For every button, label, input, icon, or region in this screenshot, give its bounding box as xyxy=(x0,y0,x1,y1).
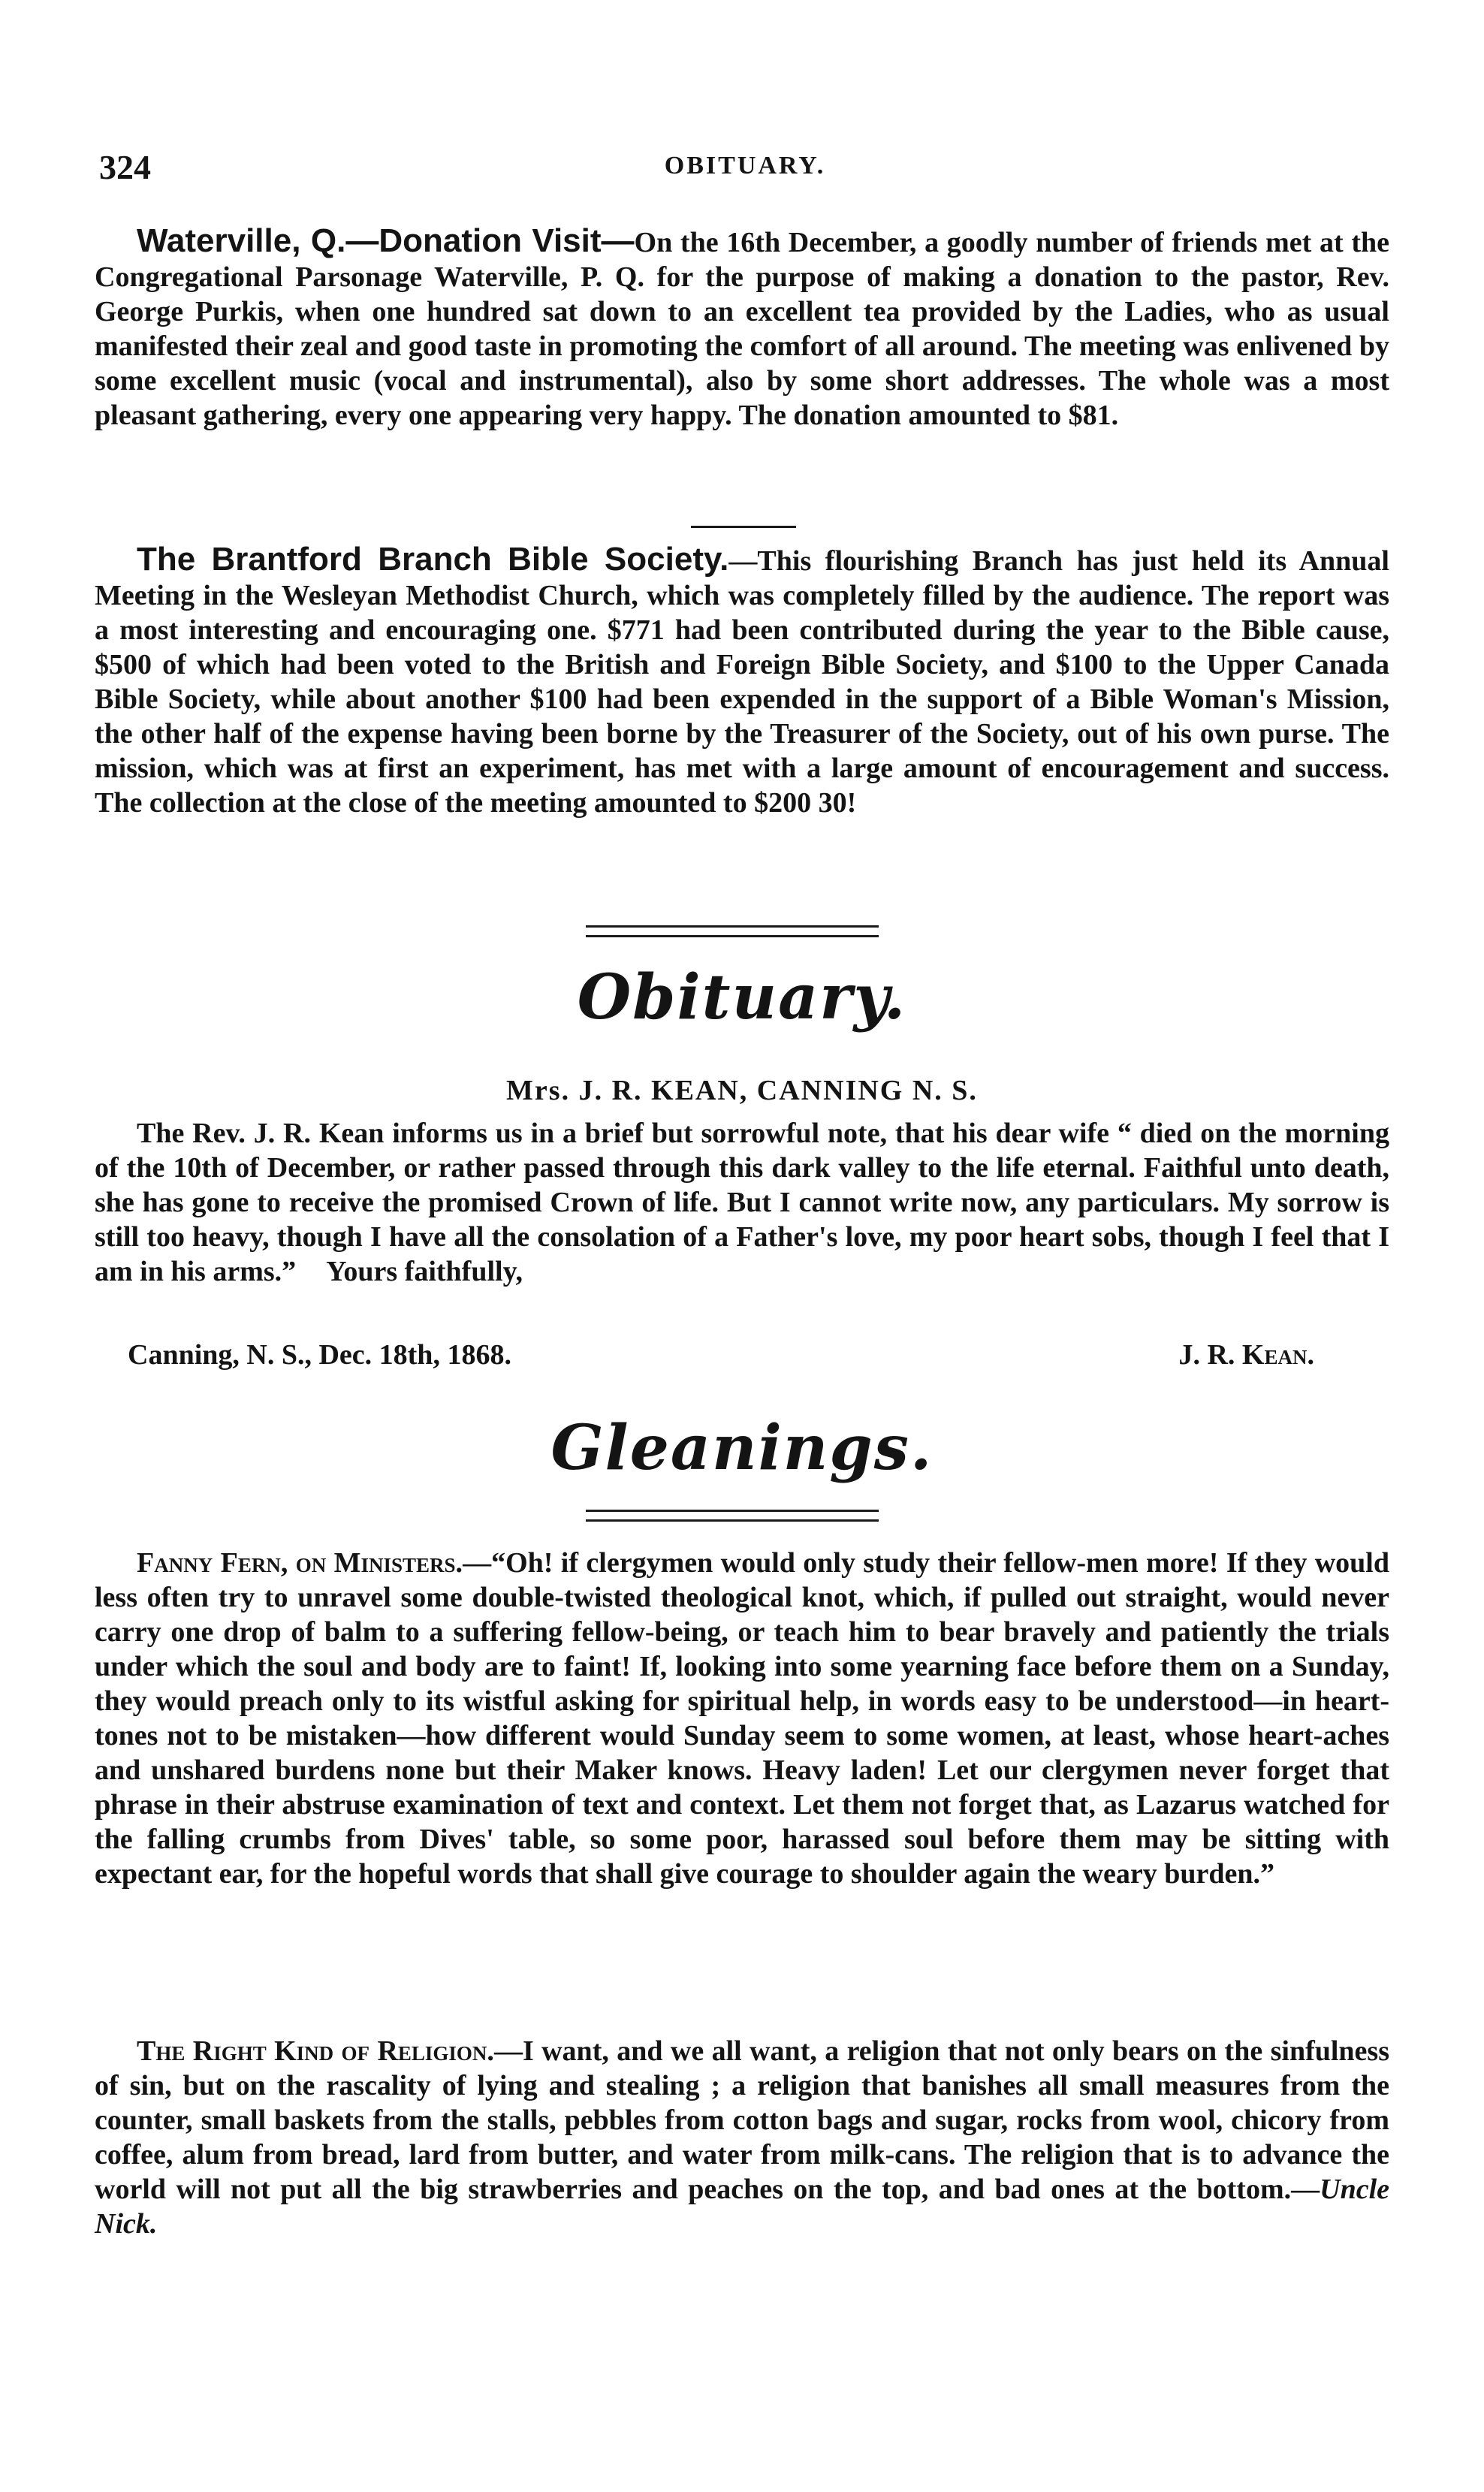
double-rule-bottom xyxy=(586,1510,879,1522)
right-religion-paragraph xyxy=(95,2034,1389,2241)
brantford-lead: The Brantford Branch Bible Society. xyxy=(137,541,729,578)
obituary-heading: Obituary. xyxy=(577,961,907,1033)
separator-rule xyxy=(691,526,796,528)
obituary-place-date: Canning, N. S., Dec. 18th, 1868. xyxy=(128,1339,511,1371)
waterville-lead: Waterville, Q.—Donation Visit— xyxy=(137,222,635,259)
double-rule-top xyxy=(586,925,879,937)
obituary-body xyxy=(95,1116,1389,1289)
page-number: 324 xyxy=(99,148,151,186)
fanny-fern-text: —“Oh! if clergymen would only study their fellow-men more! If they would less often try to unravel some double-twisted theological knot, which, if pulled out straight, would never carry one drop of balm to a suffering fellow-being, or teach him to bear bravely and patiently the trials under which the soul and body are to faint! If, looking into some yearning face before them on a Sunday, they would preach only to its wistful asking for spiritual help, in words easy to be understood—in heart-tones not to be mistaken—how different would Sunday seem to some women, at least, whose heart-aches and unshared burdens none but their Maker knows. Heavy laden! Let our clergymen never forget that phrase in their abstruse examination of text and context. Let them not forget that, as Lazarus watched for the falling crumbs from Dives' table, so some poor, harassed soul before them may be sitting with expectant ear, for the hopeful words that shall give courage to shoulder again the weary burden.” xyxy=(95,1547,1389,1890)
obituary-text: The Rev. J. R. Kean informs us in a brief but sorrowful note, that his dear wife “ died on the morning of the 10th of December, or rather passed through this dark valley to the life eternal. Faithful unto death, she has gone to receive the promised Crown of life. But I cannot write now, any particulars. My sorrow is still too heavy, though I have all the consolation of a Father's love, my poor heart sobs, though I feel that I am in his arms.” xyxy=(95,1118,1389,1287)
waterville-paragraph xyxy=(95,224,1389,433)
obituary-signature: J. R. Kean. xyxy=(1178,1339,1314,1371)
right-religion-attribution: Uncle Nick. xyxy=(95,2174,1389,2240)
right-religion-text: —I want, and we all want, a religion that not only bears on the sinfulness of sin, but on the rascality of lying and stealing ; a religion that banishes all small measures from the counter, small baskets from the stalls, pebbles from cotton bags and sugar, rocks from wool, chicory from coffee, alum from bread, lard from butter, and water from milk-cans. The religion that is to advance the world will not put all the big strawberries and peaches on the top, and bad ones at the bottom.— xyxy=(95,2035,1390,2205)
waterville-text: On the 16th December, a goodly number of friends met at the Congregational Parsonage Waterville, P. Q. for the purpose of making a donation to the pastor, Rev. George Purkis, when one hundred sat down to an excellent tea provided by the Ladies, who as usual manifested their zeal and good taste in promoting the comfort of all around. The meeting was enlivened by some excellent music (vocal and instrumental), also by some short addresses. The whole was a most pleasant gathering, every one appearing very happy. The donation amounted to $81. xyxy=(95,227,1389,431)
gleanings-heading: Gleanings. xyxy=(550,1412,934,1484)
right-religion-lead: The Right Kind of Religion. xyxy=(137,2035,494,2067)
brantford-text: —This flourishing Branch has just held its Annual Meeting in the Wesleyan Methodist Church, which was completely filled by the audience. The report was a most interesting and encouraging one. $771 had been contributed during the year to the Bible cause, $500 of which had been voted to the British and Foreign Bible Society, and $100 to the Upper Canada Bible Society, while about another $100 had been expended in the support of a Bible Woman's Mission, the other half of the expense having been borne by the Treasurer of the Society, out of his own purse. The mission, which was at first an experiment, has met with a large amount of encouragement and success. The collection at the close of the meeting amounted to $200 30! xyxy=(95,545,1389,819)
gleaning-right-religion xyxy=(95,2034,1389,2241)
obituary-subheading: Mrs. J. R. KEAN, CANNING N. S. xyxy=(506,1075,978,1106)
running-title: OBITUARY. xyxy=(664,152,826,180)
brantford-article xyxy=(95,542,1389,820)
obituary-signature-row xyxy=(128,1338,1314,1371)
obituary-closing: Yours faithfully, xyxy=(326,1256,523,1287)
fanny-fern-paragraph xyxy=(95,1546,1389,1891)
fanny-fern-lead: Fanny Fern, on Ministers. xyxy=(137,1547,463,1579)
page-header xyxy=(99,147,1391,192)
gleaning-fanny-fern xyxy=(95,1546,1389,1891)
obituary-paragraph xyxy=(95,1116,1389,1289)
brantford-paragraph xyxy=(95,542,1389,820)
waterville-article xyxy=(95,224,1389,433)
